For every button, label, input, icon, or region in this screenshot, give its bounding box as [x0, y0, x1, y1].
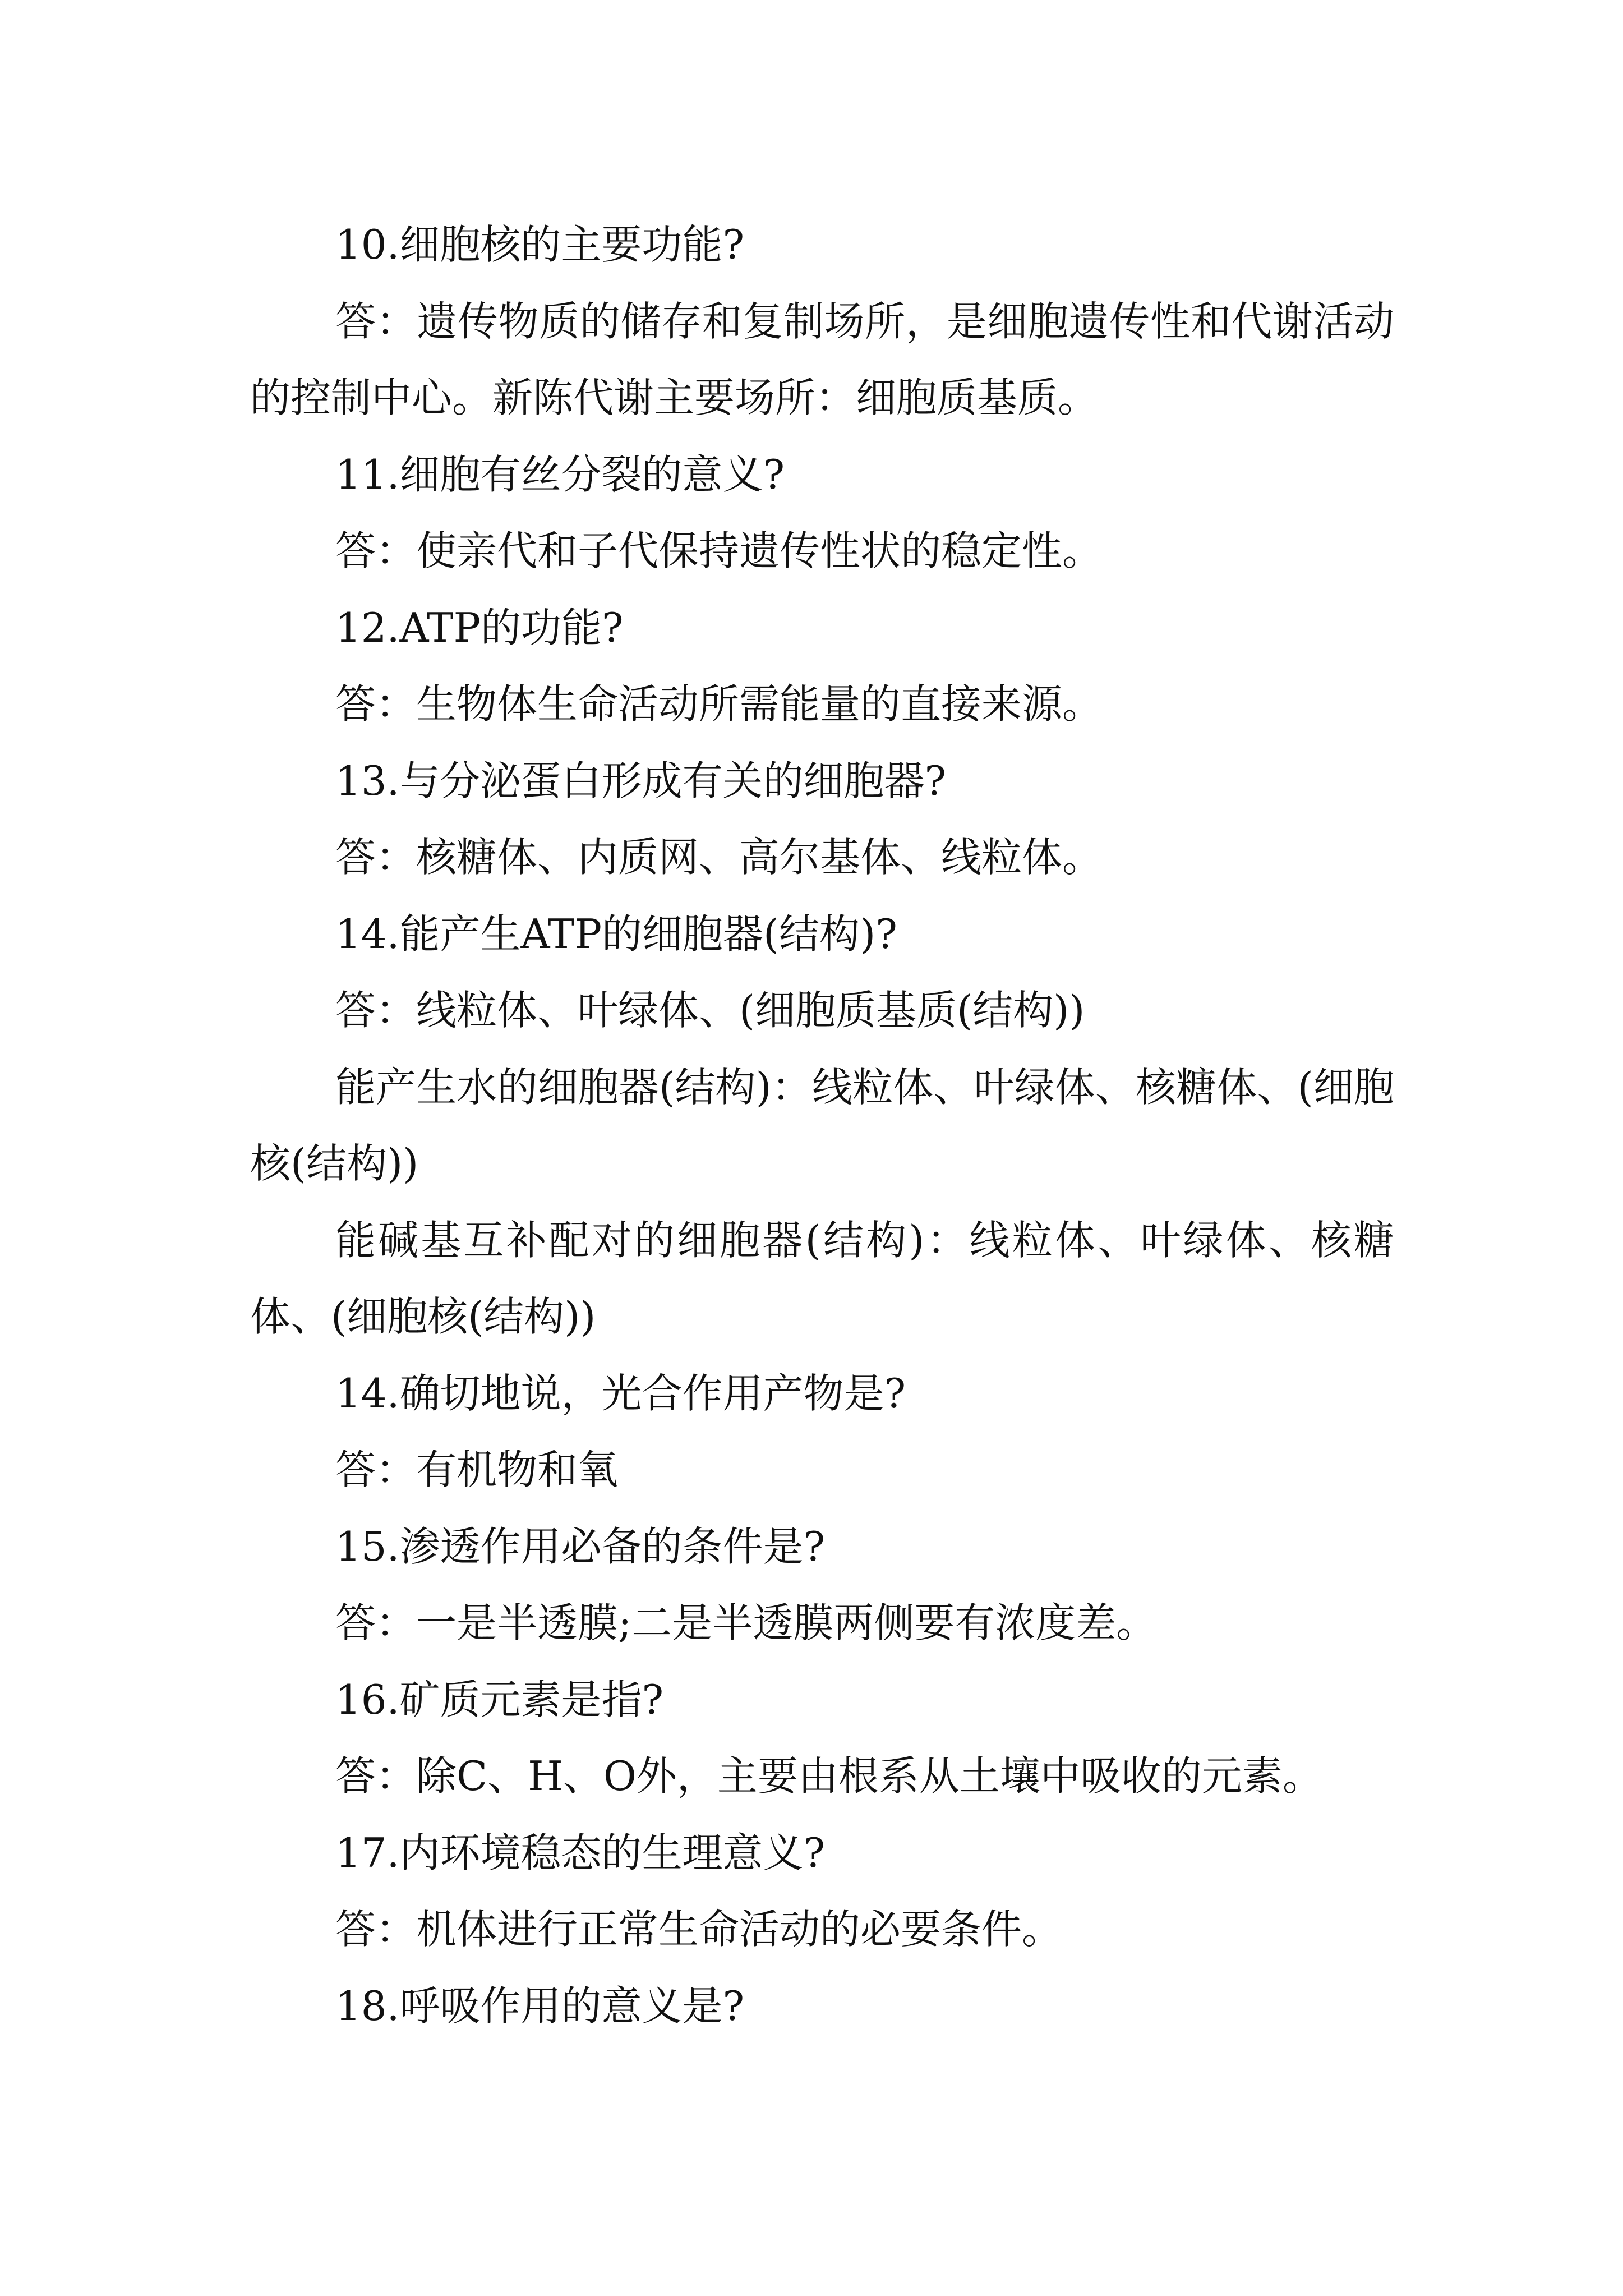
question-16: 16.矿质元素是指?: [335, 1676, 664, 1723]
question-17: 17.内环境稳态的生理意义?: [335, 1829, 826, 1876]
question-10: 10.细胞核的主要功能?: [335, 221, 745, 268]
question-11: 11.细胞有丝分裂的意义?: [335, 450, 785, 498]
note-water-organelles: 能产生水的细胞器(结构)：线粒体、叶绿体、核糖体、(细胞核(结构)): [250, 1063, 1394, 1187]
answer-15: 答：一是半透膜;二是半透膜两侧要有浓度差。: [335, 1599, 1157, 1646]
question-14-photosynthesis: 14.确切地说，光合作用产物是?: [335, 1369, 906, 1417]
question-13: 13.与分泌蛋白形成有关的细胞器?: [335, 757, 947, 804]
answer-17: 答：机体进行正常生命活动的必要条件。: [335, 1906, 1063, 1953]
note-base-pairing-organelles: 能碱基互补配对的细胞器(结构)：线粒体、叶绿体、核糖体、(细胞核(结构)): [250, 1216, 1394, 1340]
question-18: 18.呼吸作用的意义是?: [335, 1982, 745, 2030]
answer-11: 答：使亲代和子代保持遗传性状的稳定性。: [335, 527, 1103, 574]
answer-14-atp: 答：线粒体、叶绿体、(细胞质基质(结构)): [335, 987, 1085, 1034]
answer-13: 答：核糖体、内质网、高尔基体、线粒体。: [335, 834, 1103, 881]
answer-16: 答：除C、H、O外，主要由根系从土壤中吸收的元素。: [335, 1752, 1323, 1800]
question-14-atp: 14.能产生ATP的细胞器(结构)?: [335, 910, 897, 958]
question-15: 15.渗透作用必备的条件是?: [335, 1522, 826, 1570]
answer-14-photosynthesis: 答：有机物和氧: [335, 1446, 619, 1493]
answer-10: 答：遗传物质的储存和复制场所，是细胞遗传性和代谢活动的控制中心。新陈代谢主要场所：细胞质基质。: [250, 297, 1394, 421]
question-12: 12.ATP的功能?: [335, 604, 624, 651]
document-body: [250, 206, 1394, 2044]
answer-12: 答：生物体生命活动所需能量的直接来源。: [335, 680, 1103, 728]
